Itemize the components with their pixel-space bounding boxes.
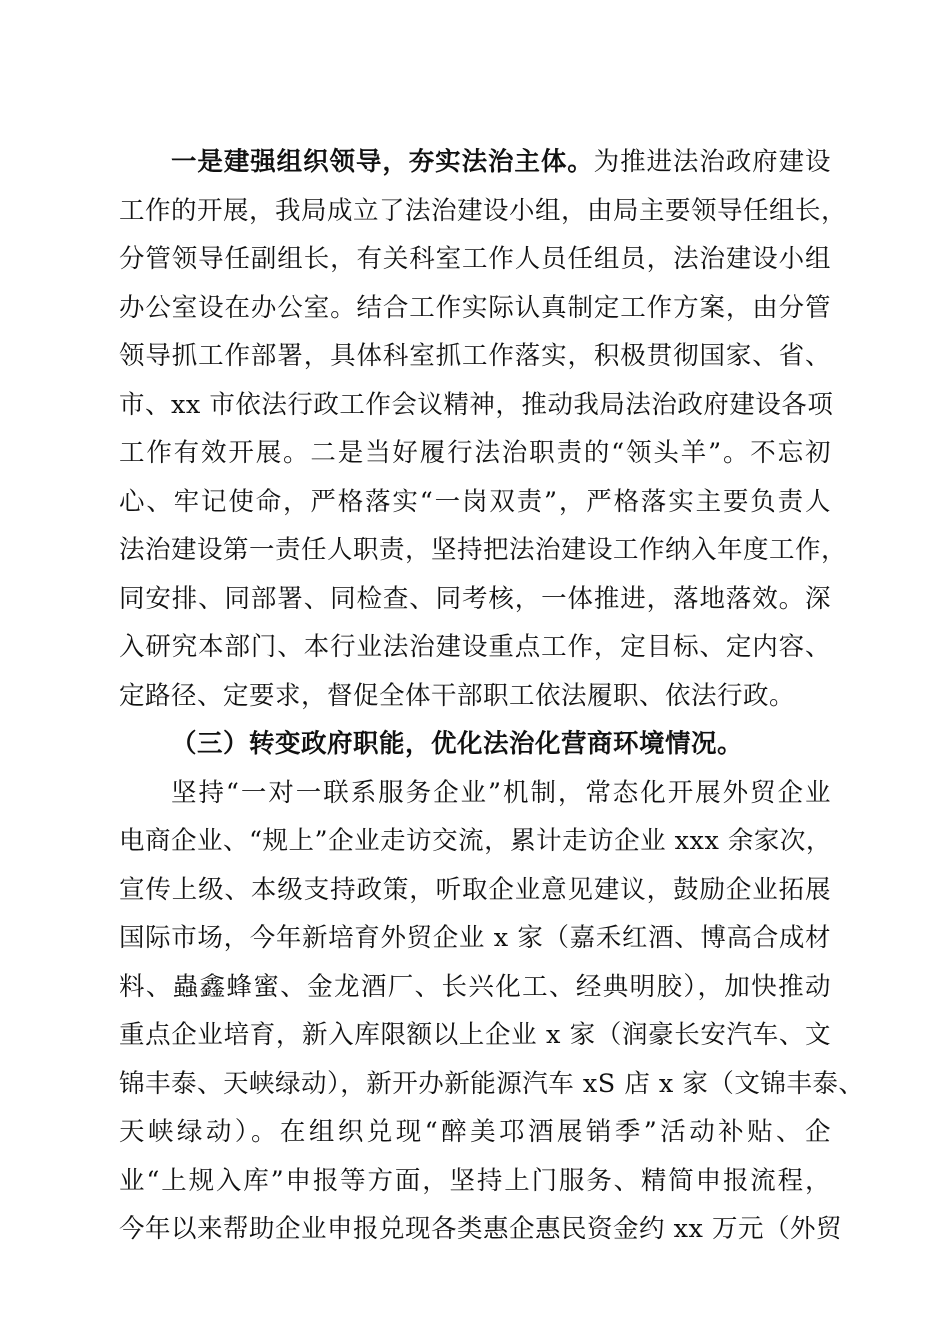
paragraph1-line-4: 办公室设在办公室。结合工作实际认真制定工作方案，由分管 xyxy=(119,293,831,323)
paragraph1-line-8: 心、牢记使命，严格落实“一岗双责”，严格落实主要负责人 xyxy=(119,487,831,517)
paragraph1-line-3: 分管领导任副组长，有关科室工作人员任组员，法治建设小组 xyxy=(119,244,831,274)
paragraph2-line-1: 坚持“一对一联系服务企业”机制，常态化开展外贸企业 xyxy=(171,778,831,808)
paragraph1-line-10: 同安排、同部署、同检查、同考核，一体推进，落地落效。深 xyxy=(119,584,831,614)
paragraph2-line-5: 料、蟲鑫蜂蜜、金龙酒厂、长兴化工、经典明胶），加快推动 xyxy=(119,972,831,1002)
section-heading: （三）转变政府职能，优化法治化营商环境情况。 xyxy=(171,729,744,759)
paragraph1-line-5: 领导抓工作部署，具体科室抓工作落实，积极贯彻国家、省、 xyxy=(119,341,831,371)
paragraph2-line-4: 国际市场，今年新培育外贸企业 x 家（嘉禾红酒、博高合成材 xyxy=(119,923,831,953)
paragraph1-line-12: 定路径、定要求，督促全体干部职工依法履职、依法行政。 xyxy=(119,681,796,711)
paragraph1-line-7: 工作有效开展。二是当好履行法治职责的“领头羊”。不忘初 xyxy=(119,438,831,468)
paragraph2-line-10: 今年以来帮助企业申报兑现各类惠企惠民资金约 xx 万元（外贸 xyxy=(119,1214,842,1244)
paragraph1-line1-rest: 为推进法治政府建设 xyxy=(593,147,831,177)
paragraph1-lead: 一是建强组织领导，夯实法治主体。 xyxy=(171,147,594,177)
paragraph1-line-9: 法治建设第一责任人职责，坚持把法治建设工作纳入年度工作， xyxy=(119,535,848,565)
paragraph2-line-9: 业“上规入库”申报等方面，坚持上门服务、精简申报流程， xyxy=(119,1166,831,1196)
paragraph2-line-2: 电商企业、“规上”企业走访交流，累计走访企业 xxx 余家次， xyxy=(119,826,832,856)
paragraph1-line-6: 市、xx 市依法行政工作会议精神，推动我局法治政府建设各项 xyxy=(119,390,834,420)
paragraph1-line-1 xyxy=(171,145,831,179)
paragraph2-line-3: 宣传上级、本级支持政策，听取企业意见建议，鼓励企业拓展 xyxy=(119,875,831,905)
paragraph2-line-7: 锦丰泰、天峡绿动），新开办新能源汽车 xS 店 x 家（文锦丰泰、 xyxy=(119,1069,865,1099)
paragraph2-line-6: 重点企业培育，新入库限额以上企业 x 家（润豪长安汽车、文 xyxy=(119,1020,831,1050)
paragraph1-line-11: 入研究本部门、本行业法治建设重点工作，定目标、定内容、 xyxy=(119,632,831,662)
paragraph1-line-2: 工作的开展，我局成立了法治建设小组，由局主要领导任组长， xyxy=(119,196,848,226)
paragraph2-line-8: 天峡绿动）。在组织兑现“醉美邛酒展销季”活动补贴、企 xyxy=(119,1117,831,1147)
